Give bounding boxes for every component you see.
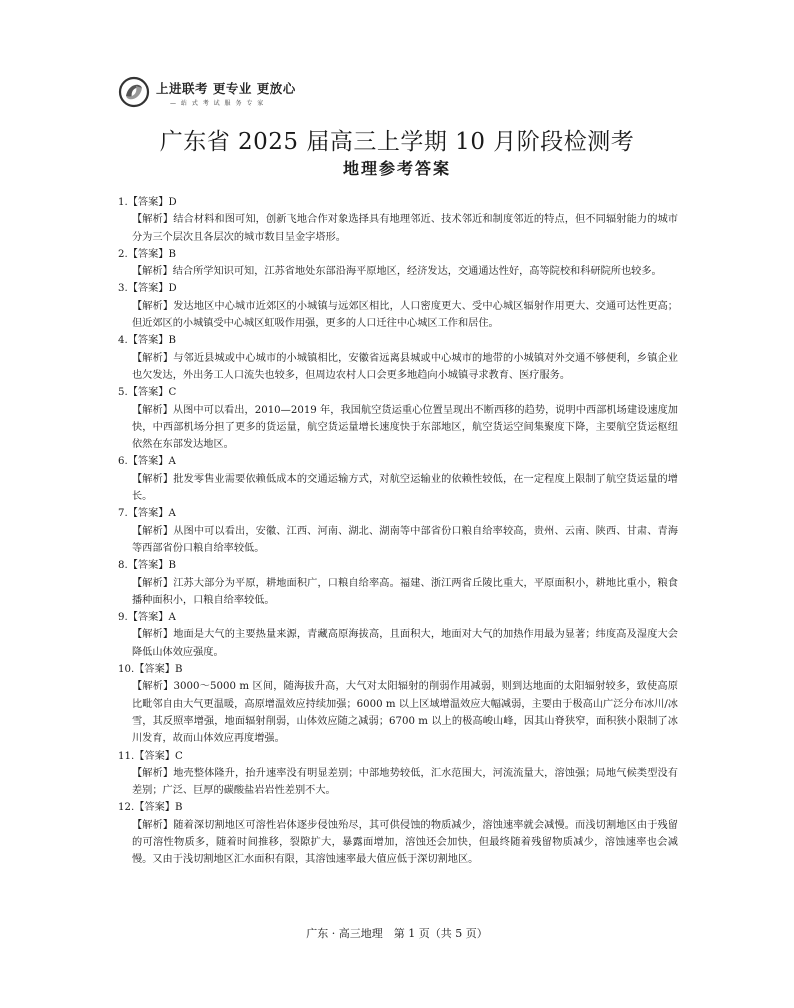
answer-key-subtitle: 地理参考答案 — [342, 159, 451, 178]
answer-item — [118, 609, 678, 661]
publisher-logo — [118, 76, 318, 112]
answer-line — [118, 799, 678, 816]
answer-choice: 【答案】C — [134, 750, 183, 762]
answer-line — [118, 505, 678, 522]
question-number: 4. — [118, 335, 128, 347]
question-number: 12. — [118, 802, 135, 814]
question-number: 11. — [118, 750, 135, 762]
analysis-text: 【解析】3000～5000 m 区间，随海拔升高，大气对太阳辐射的削弱作用减弱，则到达地面的太阳辐射较多，致使高原比毗邻自由大气更温暖，高原增温效应持续加强；6000 m 以上区域增温效应大幅减弱，主要由于极高山广泛分布冰川/冰雪，其反照率增强，地面辐射削弱，山体效应随之减弱；6700 m 以上的极高峻山峰，因其山脊狭窄，面积狭小限制了冰川发育，故而山体效应再度增强。 — [132, 681, 678, 745]
question-number: 2. — [118, 248, 128, 260]
question-number: 5. — [118, 387, 128, 399]
answer-item — [118, 661, 678, 747]
answer-choice: 【答案】B — [127, 248, 176, 260]
answer-item — [118, 799, 678, 868]
answer-choice: 【答案】A — [127, 612, 176, 624]
answer-line — [118, 246, 678, 263]
answer-choice: 【答案】B — [127, 560, 176, 572]
answer-choice: 【答案】B — [134, 802, 183, 814]
answer-item — [118, 246, 678, 281]
question-number: 7. — [118, 508, 128, 520]
answer-choice: 【答案】B — [134, 664, 183, 676]
answer-choice: 【答案】C — [127, 387, 177, 399]
answer-line — [118, 609, 678, 626]
question-number: 3. — [118, 283, 128, 295]
answer-line — [118, 557, 678, 574]
analysis-text: 【解析】随着深切割地区可溶性岩体逐步侵蚀殆尽，其可供侵蚀的物质减少，溶蚀速率就会减慢。而浅切割地区由于残留的可溶性物质多，随着时间推移，裂隙扩大，暴露面增加，溶蚀还会加快，但最终随着残留物质减少，溶蚀速率也会减慢。又由于浅切割地区汇水面积有限，其溶蚀速率最大值应低于深切割地区。 — [132, 819, 678, 866]
answer-item — [118, 748, 678, 800]
analysis-text: 【解析】地面是大气的主要热量来源，青藏高原海拔高，且面积大，地面对大气的加热作用最为显著；纬度高及湿度大会降低山体效应强度。 — [132, 629, 678, 658]
analysis-text: 【解析】地壳整体隆升，抬升速率没有明显差别；中部地势较低，汇水范围大，河流流量大，溶蚀强；局地气候类型没有差别；广泛、巨厚的碳酸盐岩岩性差别不大。 — [132, 767, 678, 797]
logo-slogan: 上进联考 更专业 更放心 — [156, 81, 296, 96]
answer-item — [118, 194, 678, 246]
answer-line — [118, 280, 678, 297]
answer-line — [118, 748, 678, 765]
answer-line — [118, 332, 678, 349]
question-number: 6. — [118, 456, 128, 468]
question-number: 9. — [118, 612, 128, 624]
page-footer: 广东 · 高三地理 第 1 页（共 5 页） — [306, 927, 488, 940]
answer-item — [118, 280, 678, 332]
question-number: 1. — [118, 197, 128, 208]
analysis-text: 【解析】发达地区中心城市近郊区的小城镇与远郊区相比，人口密度更大、受中心城区辐射作用更大、交通可达性更高；但近郊区的小城镇受中心城区虹吸作用强，更多的人口迁往中心城区工作和居住。 — [132, 300, 678, 330]
question-number: 10. — [118, 664, 135, 676]
analysis-text: 【解析】与邻近县城或中心城市的小城镇相比，安徽省远离县城或中心城市的地带的小城镇对外交通不够便利，乡镇企业也欠发达，外出务工人口流失也较多，但周边农村人口会更多地趋向小城镇寻求教育、医疗服务。 — [132, 352, 678, 381]
answer-line — [118, 661, 678, 678]
answer-line — [118, 453, 678, 470]
answer-item — [118, 557, 678, 609]
analysis-text: 【解析】批发零售业需要依赖低成本的交通运输方式，对航空运输业的依赖性较低，在一定程度上限制了航空货运量的增长。 — [132, 473, 678, 503]
analysis-text: 【解析】江苏大部分为平原，耕地面积广，口粮自给率高。福建、浙江两省丘陵比重大，平原面积小，耕地比重小，粮食播种面积小，口粮自给率较低。 — [132, 577, 678, 606]
analysis-text: 【解析】结合材料和图可知，创新飞地合作对象选择具有地理邻近、技术邻近和制度邻近的特点，但不同辐射能力的城市分为三个层次且各层次的城市数目呈金字塔形。 — [132, 214, 678, 243]
analysis-text: 【解析】从图中可以看出，安徽、江西、河南、湖北、湖南等中部省份口粮自给率较高，贵州、云南、陕西、甘肃、青海等西部省份口粮自给率较低。 — [132, 525, 678, 554]
answer-item — [118, 332, 678, 384]
question-number: 8. — [118, 560, 128, 572]
analysis-text: 【解析】结合所学知识可知，江苏省地处东部沿海平原地区，经济发达，交通通达性好，高等院校和科研院所也较多。 — [132, 266, 662, 278]
answer-choice: 【答案】A — [127, 456, 176, 468]
answer-choice: 【答案】A — [127, 508, 176, 520]
logo-tagline: — 站 式 考 试 服 务 专 家 — [170, 100, 265, 107]
answer-item — [118, 505, 678, 557]
answer-item — [118, 384, 678, 453]
answer-line — [118, 384, 678, 401]
exam-title: 广东省 2025 届高三上学期 10 月阶段检测考 — [159, 129, 635, 155]
analysis-text: 【解析】从图中可以看出，2010—2019 年，我国航空货运重心位置呈现出不断西移的趋势，说明中西部机场建设速度加快，中西部机场分担了更多的货运量，航空货运量增长速度快于东部地区，航空货运空间集聚度下降，主要航空货运枢纽依然在东部发达地区。 — [132, 404, 678, 451]
answer-choice: 【答案】D — [127, 197, 177, 208]
answer-line — [118, 194, 678, 211]
answer-choice: 【答案】D — [127, 283, 177, 295]
answer-item — [118, 453, 678, 505]
answer-choice: 【答案】B — [127, 335, 176, 347]
swirl-logo-icon — [118, 76, 150, 108]
answer-list — [118, 194, 678, 869]
